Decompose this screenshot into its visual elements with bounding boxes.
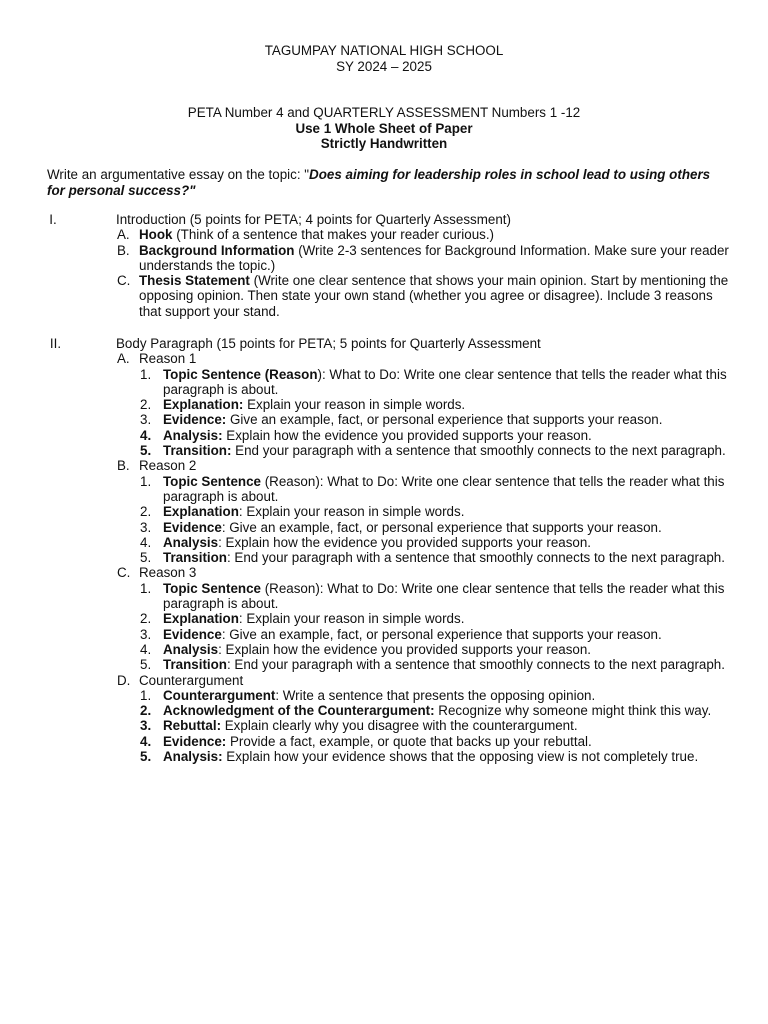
section-heading [47,336,737,351]
reason-label: Counterargument [139,672,244,688]
step-label: Topic Sentence [163,473,261,489]
step-label: Explanation: [163,397,244,413]
handwritten-instruction: Strictly Handwritten [320,136,448,151]
list-item [47,243,737,274]
item-marker: C. [117,273,131,289]
step-label: Topic Sentence [163,580,261,596]
step-label: Evidence: [163,412,227,428]
step-item [47,749,737,764]
step-label: Analysis [163,641,219,657]
section-title: Body Paragraph (15 points for PETA; 5 points for Quarterly Assessment [116,336,541,351]
step-number: 1. [140,473,152,489]
item-text: (Write 2-3 sentences for Background Information. Make sure your reader understands the topic.) [139,242,729,273]
step-item [47,397,737,412]
step-label: Explanation [163,611,239,627]
step-text: End your paragraph with a sentence that smoothly connects to the next paragraph. [231,443,726,459]
step-text: Explain your reason in simple words. [243,397,466,413]
step-item [47,443,737,458]
step-item [47,367,737,398]
step-label: Analysis: [163,749,223,765]
step-text: Provide a fact, example, or quote that backs up your rebuttal. [226,733,592,749]
step-label: Explanation [163,504,239,520]
step-number: 4. [140,733,152,749]
step-label: Transition: [163,443,232,459]
section-heading [47,212,737,227]
step-text: : Explain how the evidence you provided supports your reason. [218,534,592,550]
step-label: Rebuttal: [163,718,222,734]
step-text: : Write a sentence that presents the opposing opinion. [275,687,596,703]
item-label: Background Information [139,242,295,258]
step-number: 1. [140,687,152,703]
step-label: Evidence [163,519,222,535]
step-item [47,627,737,642]
step-text: : Explain your reason in simple words. [238,504,465,520]
step-text: : Give an example, fact, or personal experience that supports your reason. [221,626,662,642]
step-number: 1. [140,366,152,382]
step-text: : End your paragraph with a sentence that smoothly connects to the next paragraph. [226,550,725,566]
step-number: 3. [140,626,152,642]
task-title: PETA Number 4 and QUARTERLY ASSESSMENT Numbers 1 -12 [187,105,581,120]
step-number: 2. [140,703,152,719]
step-item [47,703,737,718]
item-label: Hook [139,227,173,243]
step-item [47,550,737,565]
step-item [47,642,737,657]
reason-heading [47,458,737,473]
step-text: Explain how the evidence you provided supports your reason. [222,427,592,443]
step-item [47,412,737,427]
section-numeral: I. [49,212,57,227]
step-text: Give an example, fact, or personal experience that supports your reason. [226,412,663,428]
prompt-intro: Write an argumentative essay on the topic: " [47,167,310,182]
step-text: (Reason): What to Do: Write one clear sentence that tells the reader what this paragraph is about. [163,580,725,612]
list-item [47,227,737,242]
reason-heading [47,673,737,688]
step-item [47,474,737,505]
step-number: 1. [140,580,152,596]
step-text: Recognize why someone might think this way. [434,703,712,719]
step-text: : Explain your reason in simple words. [238,611,465,627]
item-marker: B. [117,458,130,474]
section-body-paragraph [47,336,737,764]
reason-label: Reason 1 [139,351,197,367]
step-number: 2. [140,397,152,413]
step-text: : Explain how the evidence you provided supports your reason. [218,641,592,657]
step-text: : End your paragraph with a sentence that smoothly connects to the next paragraph. [226,657,725,673]
step-item [47,688,737,703]
step-number: 4. [140,641,152,657]
step-number: 3. [140,412,152,428]
item-text: (Think of a sentence that makes your reader curious.) [172,227,495,243]
step-number: 5. [140,550,152,566]
section-introduction [47,212,737,319]
step-number: 3. [140,718,152,734]
prompt-topic: Does aiming for leadership roles in school lead to using others for personal success?" [47,167,711,198]
step-item [47,520,737,535]
step-text: (Reason): What to Do: Write one clear sentence that tells the reader what this paragraph is about. [163,473,725,504]
step-item [47,581,737,612]
step-text: : Give an example, fact, or personal experience that supports your reason. [221,519,662,535]
reason-heading [47,351,737,366]
essay-prompt [47,167,727,198]
section-title: Introduction (5 points for PETA; 4 points for Quarterly Assessment) [116,212,511,227]
step-item [47,428,737,443]
step-number: 4. [140,427,152,443]
step-text: Explain clearly why you disagree with the counterargument. [221,718,578,734]
reason-label: Reason 3 [139,565,197,581]
step-text: Explain how your evidence shows that the opposing view is not completely true. [222,749,699,765]
school-name: TAGUMPAY NATIONAL HIGH SCHOOL [264,43,504,58]
step-label: Transition [163,550,227,566]
item-label: Thesis Statement [139,273,250,289]
step-number: 4. [140,534,152,550]
reason-label: Reason 2 [139,458,197,474]
item-marker: A. [117,227,130,243]
step-item [47,734,737,749]
step-label: Transition [163,657,227,673]
reason-heading [47,565,737,580]
step-item [47,718,737,733]
step-label: Evidence: [163,733,227,749]
step-item [47,535,737,550]
step-number: 2. [140,611,152,627]
step-item [47,657,737,672]
item-marker: A. [117,351,130,367]
step-label: Counterargument [163,687,276,703]
step-text: ): What to Do: Write one clear sentence that tells the reader what this paragraph is about. [163,366,727,397]
item-marker: D. [117,672,131,688]
step-number: 5. [140,443,152,459]
step-item [47,504,737,519]
item-marker: C. [117,565,131,581]
step-label: Topic Sentence (Reason [163,366,318,382]
step-number: 5. [140,749,152,765]
step-label: Acknowledgment of the Counterargument: [163,703,435,719]
step-number: 2. [140,504,152,520]
section-numeral: II. [49,336,62,351]
step-label: Evidence [163,626,222,642]
step-number: 5. [140,657,152,673]
step-label: Analysis: [163,427,223,443]
list-item [47,273,737,319]
item-text: (Write one clear sentence that shows your main opinion. Start by mentioning the opposing opinion. Then state your own stand (whether you agree or disagree). Include 3 reasons that support your stand. [139,273,729,319]
step-label: Analysis [163,534,219,550]
step-number: 3. [140,519,152,535]
step-item [47,611,737,626]
school-year: SY 2024 – 2025 [336,59,432,74]
sheet-instruction: Use 1 Whole Sheet of Paper [295,121,473,136]
item-marker: B. [117,242,130,258]
